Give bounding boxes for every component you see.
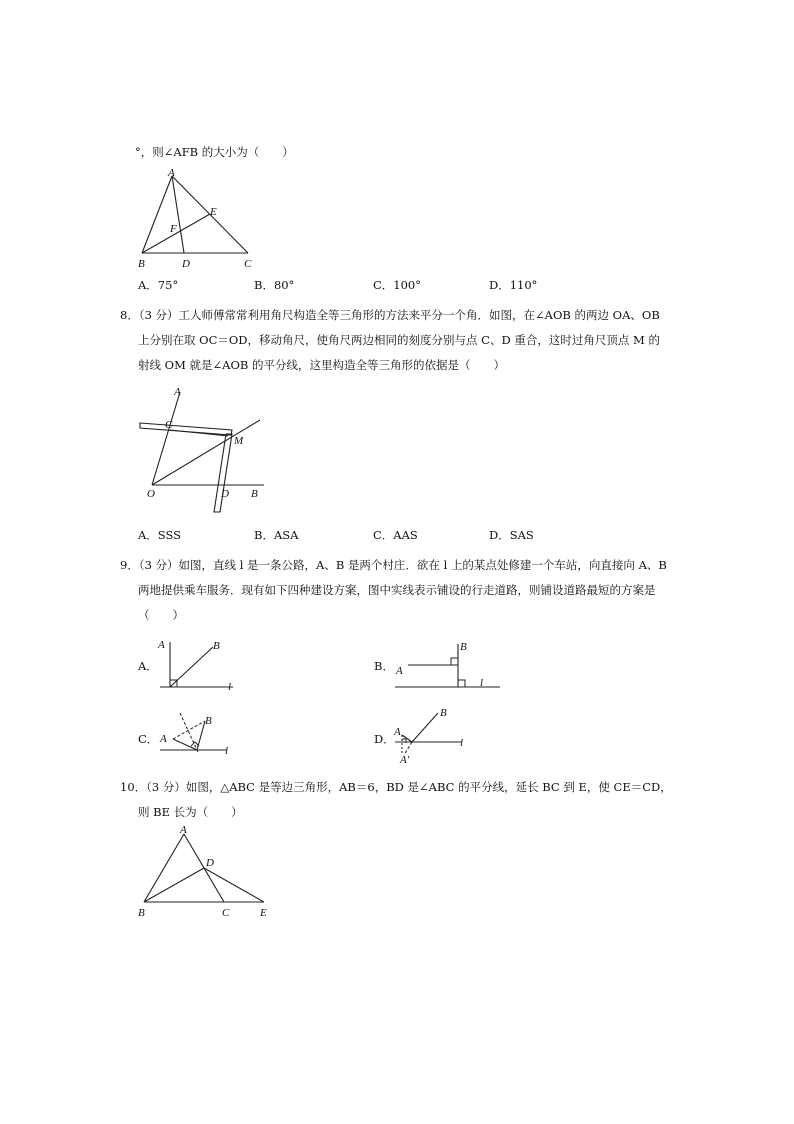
- q7-option-a[interactable]: A．75°: [138, 278, 179, 292]
- q8-stem-line3: 射线 OM 就是∠AOB 的平分线，这里构造全等三角形的依据是（ ）: [138, 358, 505, 372]
- q9d-label-aprime: A': [400, 754, 410, 765]
- q9-option-a[interactable]: A．: [138, 659, 158, 673]
- q8-label-a: A: [174, 386, 181, 398]
- q9d-label-b: B: [440, 707, 447, 719]
- q9-stem-line2: 两地提供乘车服务．现有如下四种建设方案，图中实线表示铺设的行走道路，则铺设道路最短的方案是: [138, 583, 656, 597]
- q7-figure: [130, 162, 260, 272]
- q9c-label-b: B: [205, 715, 212, 727]
- q9-option-d[interactable]: D．: [374, 732, 395, 746]
- q10-label-e: E: [260, 907, 267, 919]
- q9d-label-a: A: [394, 726, 401, 738]
- q9b-label-b: B: [460, 641, 467, 653]
- q9a-label-l: l: [228, 681, 232, 693]
- q10-label-a: A: [180, 824, 187, 836]
- q7-option-b[interactable]: B．80°: [254, 278, 295, 292]
- q8-figure: [132, 382, 272, 517]
- q8-label-d: D: [221, 488, 229, 500]
- q9a-label-b: B: [213, 640, 220, 652]
- q9-option-c[interactable]: C．: [138, 732, 159, 746]
- q9d-label-l: l: [460, 737, 464, 749]
- q9b-label-a: A: [396, 665, 403, 677]
- q9-figure-b: [390, 636, 505, 694]
- q7-label-c: C: [244, 258, 252, 270]
- q9-stem-line3: （ ）: [138, 608, 184, 622]
- q10-stem-line1: 10．（3 分）如图，△ABC 是等边三角形，AB＝6，BD 是∠ABC 的平分线，延长 BC 到 E，使 CE＝CD，: [120, 780, 672, 794]
- q9c-label-l: l: [225, 745, 229, 757]
- q7-label-d: D: [182, 258, 190, 270]
- q7-label-a: A: [168, 167, 175, 179]
- q9a-label-a: A: [158, 639, 165, 651]
- q7-label-f: F: [170, 223, 177, 235]
- q9-figure-d: [390, 705, 475, 765]
- q10-label-d: D: [206, 857, 214, 869]
- q7-option-d[interactable]: D．110°: [489, 278, 538, 292]
- q10-label-b: B: [138, 907, 145, 919]
- q7-option-c[interactable]: C．100°: [373, 278, 421, 292]
- q8-label-o: O: [147, 488, 155, 500]
- q7-stem-tail: °，则∠AFB 的大小为（ ）: [135, 145, 294, 159]
- q9-option-b[interactable]: B．: [374, 659, 394, 673]
- q10-label-c: C: [222, 907, 230, 919]
- q8-option-b[interactable]: B．ASA: [254, 528, 299, 542]
- q8-stem-line2: 上分别在取 OC＝OD，移动角尺，使角尺两边相同的刻度分别与点 C、D 重合，这时过角尺顶点 M 的: [138, 333, 660, 347]
- q9b-label-l: l: [480, 677, 484, 689]
- q8-label-c: C: [165, 419, 173, 431]
- q8-stem-line1: 8．（3 分）工人师傅常常利用角尺构造全等三角形的方法来平分一个角．如图，在∠AOB 的两边 OA、OB: [120, 308, 660, 322]
- q8-label-b: B: [251, 488, 258, 500]
- q9-figure-a: [155, 634, 240, 694]
- q8-option-d[interactable]: D．SAS: [489, 528, 534, 542]
- q9-figure-c: [155, 708, 240, 763]
- q9-stem-line1: 9．（3 分）如图，直线 l 是一条公路，A、B 是两个村庄．欲在 l 上的某点处修建一个车站，向直接向 A、B: [120, 558, 667, 572]
- q8-option-c[interactable]: C．AAS: [373, 528, 418, 542]
- q10-figure: [132, 822, 277, 922]
- q10-stem-line2: 则 BE 长为（ ）: [138, 805, 243, 819]
- q8-option-a[interactable]: A．SSS: [138, 528, 182, 542]
- q7-label-b: B: [138, 258, 145, 270]
- q7-label-e: E: [210, 206, 217, 218]
- q8-label-m: M: [234, 435, 244, 447]
- q9c-label-a: A: [160, 733, 167, 745]
